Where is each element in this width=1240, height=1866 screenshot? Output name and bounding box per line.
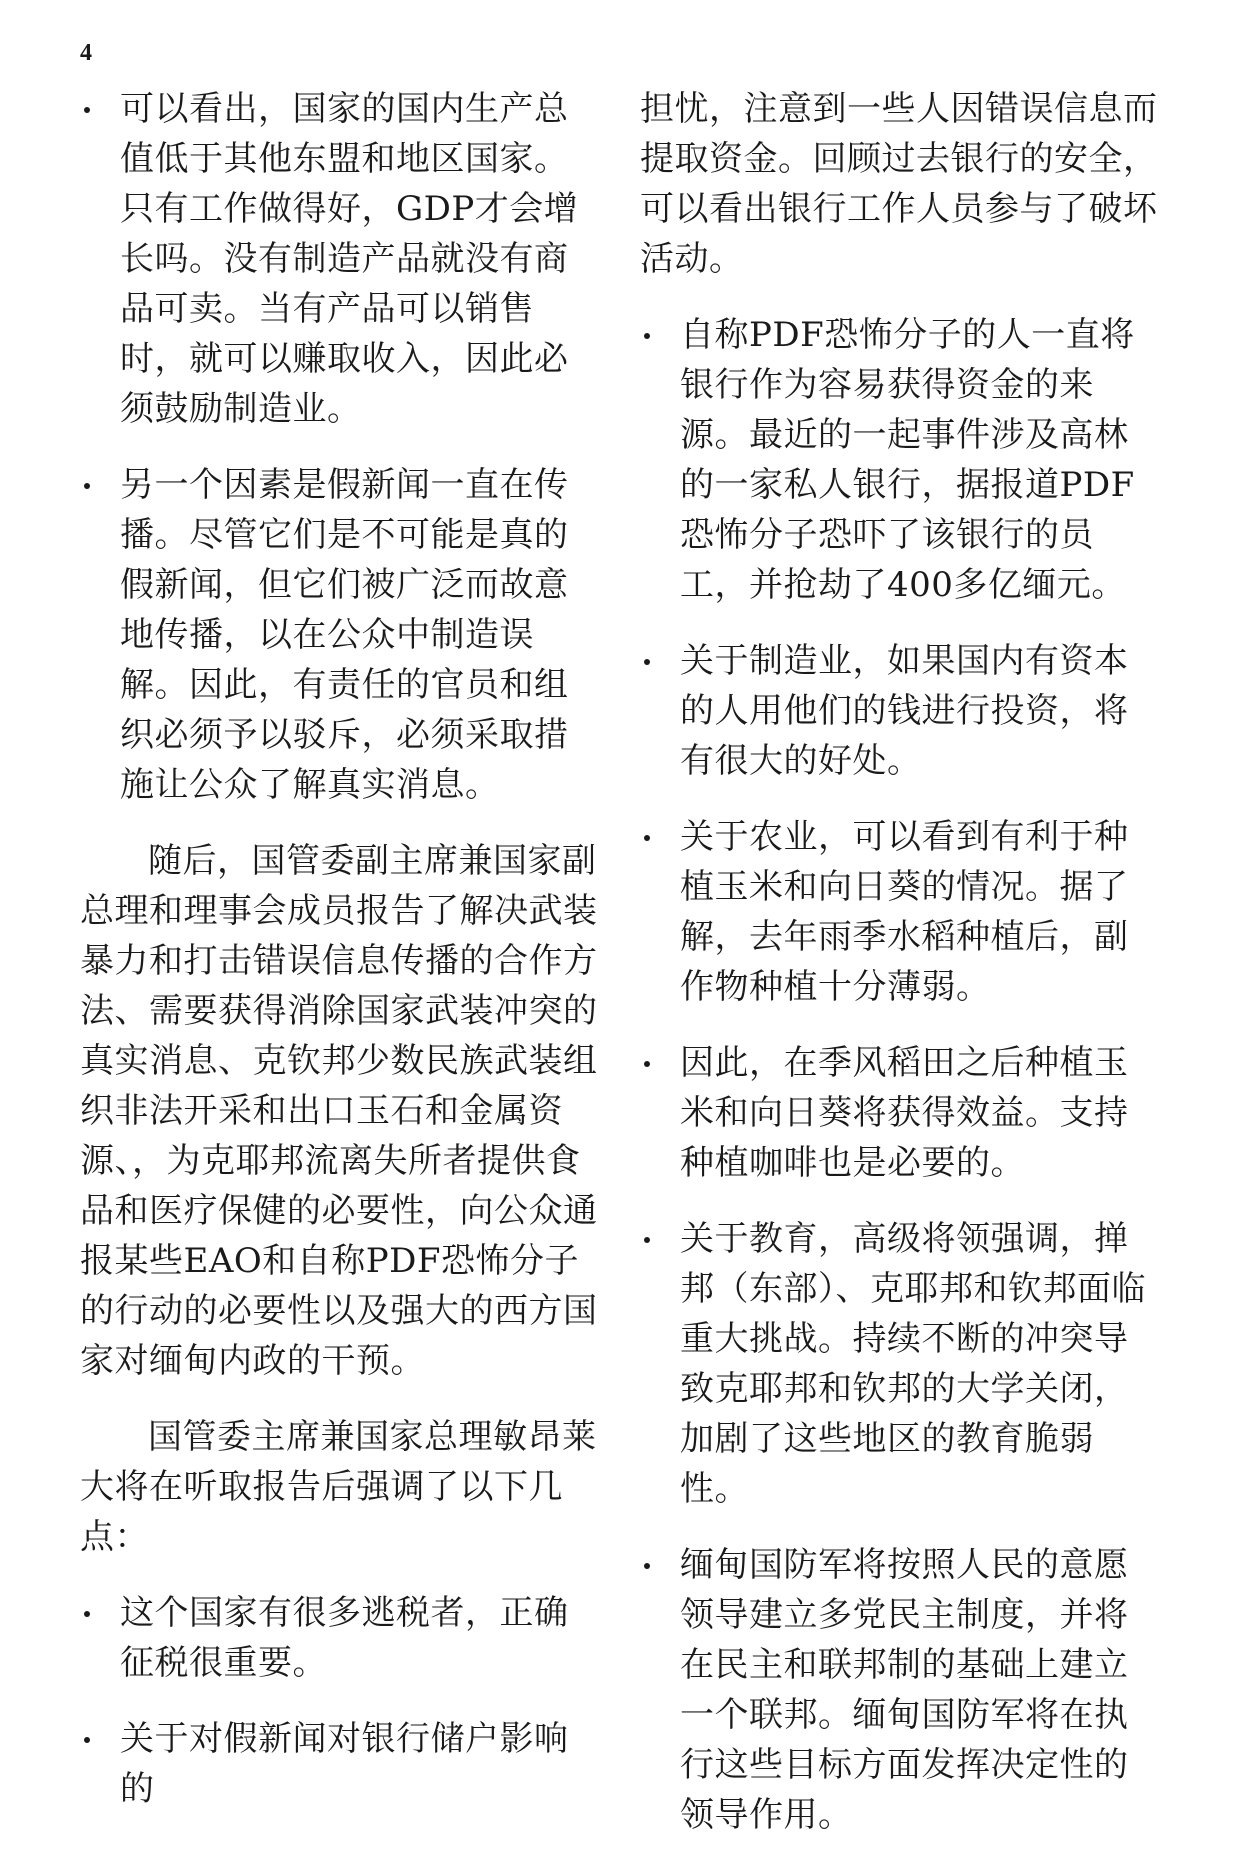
page-number: 4 [80, 40, 92, 66]
bullet-dot-icon [644, 1061, 650, 1067]
bullet-dot-icon [644, 333, 650, 339]
bullet-item [640, 812, 1160, 1012]
bullet-item [80, 84, 600, 434]
bullet-dot-icon [644, 659, 650, 665]
bullet-text: 这个国家有很多逃税者，正确征税很重要。 [120, 1593, 569, 1683]
bullet-text: 因此，在季风稻田之后种植玉米和向日葵将获得效益。支持种植咖啡也是必要的。 [680, 1043, 1129, 1183]
paragraph: 随后，国管委副主席兼国家副总理和理事会成员报告了解决武装暴力和打击错误信息传播的合作方法、需要获得消除国家武装冲突的真实消息、克钦邦少数民族武装组织非法开采和出口玉石和金属资源、，为克耶邦流离失所者提供食品和医疗保健的必要性，向公众通报某些EAO和自称PDF恐怖分子的行动的必要性以及强大的西方国家对缅甸内政的干预。 [80, 841, 598, 1381]
bullet-dot-icon [644, 835, 650, 841]
continued-paragraph: 担忧，注意到一些人因错误信息而提取资金。回顾过去银行的安全，可以看出银行工作人员参与了破坏活动。 [640, 89, 1158, 279]
left-column [80, 84, 600, 1840]
bullet-item [640, 1038, 1160, 1188]
bullet-dot-icon [84, 483, 90, 489]
bullet-text: 自称PDF恐怖分子的人一直将银行作为容易获得资金的来源。最近的一起事件涉及高林的一家私人银行，据报道PDF恐怖分子恐吓了该银行的员工，并抢劫了400多亿缅元。 [680, 315, 1135, 605]
bullet-text: 可以看出，国家的国内生产总值低于其他东盟和地区国家。只有工作做得好，GDP才会增长吗。没有制造产品就没有商品可卖。当有产品可以销售时，就可以赚取收入，因此必须鼓励制造业。 [120, 89, 579, 429]
bullet-item [640, 1540, 1160, 1840]
bullet-item [80, 460, 600, 810]
bullet-dot-icon [644, 1563, 650, 1569]
bullet-text: 关于对假新闻对银行储户影响的 [120, 1719, 569, 1809]
bullet-item [80, 1588, 600, 1688]
bullet-text: 关于制造业，如果国内有资本的人用他们的钱进行投资，将有很大的好处。 [680, 641, 1129, 781]
bullet-dot-icon [84, 1737, 90, 1743]
bullet-item [80, 1714, 600, 1814]
bullet-text: 关于教育，高级将领强调，掸邦（东部）、克耶邦和钦邦面临重大挑战。持续不断的冲突导致克耶邦和钦邦的大学关闭，加剧了这些地区的教育脆弱性。 [680, 1219, 1146, 1509]
bullet-dot-icon [84, 107, 90, 113]
right-column [640, 84, 1160, 1866]
bullet-dot-icon [84, 1611, 90, 1617]
bullet-text: 另一个因素是假新闻一直在传播。尽管它们是不可能是真的假新闻，但它们被广泛而故意地传播，以在公众中制造误解。因此，有责任的官员和组织必须予以驳斥，必须采取措施让公众了解真实消息。 [120, 465, 569, 805]
bullet-item [640, 1214, 1160, 1514]
bullet-text: 关于农业，可以看到有利于种植玉米和向日葵的情况。据了解，去年雨季水稻种植后，副作物种植十分薄弱。 [680, 817, 1129, 1007]
bullet-dot-icon [644, 1237, 650, 1243]
bullet-item [640, 636, 1160, 786]
bullet-text: 缅甸国防军将按照人民的意愿领导建立多党民主制度，并将在民主和联邦制的基础上建立一个联邦。缅甸国防军将在执行这些目标方面发挥决定性的领导作用。 [680, 1545, 1129, 1835]
paragraph: 国管委主席兼国家总理敏昂莱大将在听取报告后强调了以下几点： [80, 1417, 597, 1557]
bullet-item [640, 310, 1160, 610]
